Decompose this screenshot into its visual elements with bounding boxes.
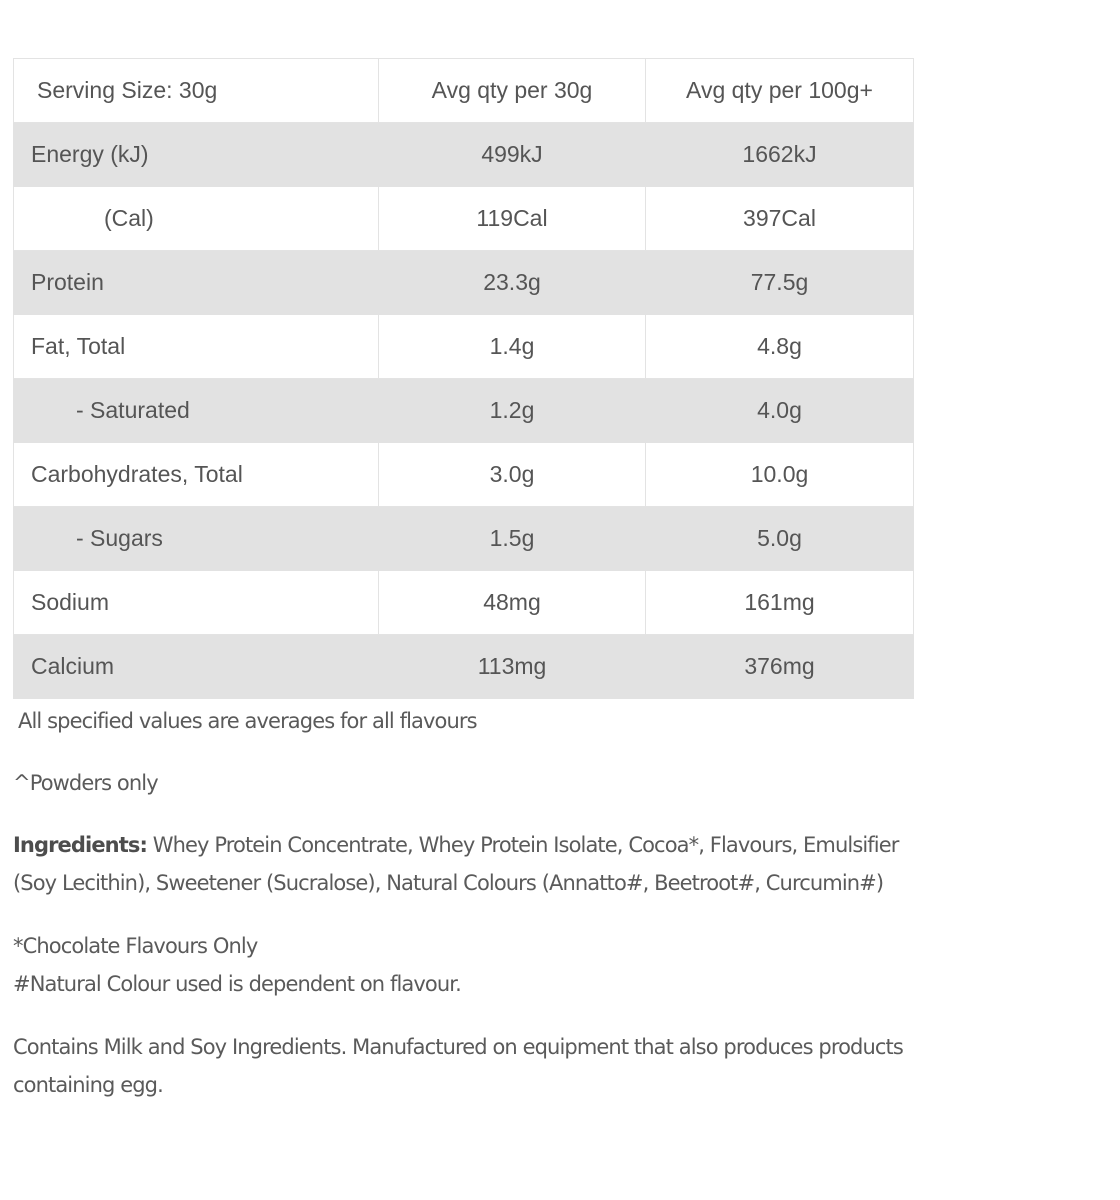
header-serving-size: Serving Size: 30g (14, 59, 379, 123)
table-row-fat-total (14, 315, 914, 379)
header-per-serving: Avg qty per 30g (379, 59, 646, 123)
row-label: Energy (kJ) (14, 123, 379, 187)
row-per-serving: 119Cal (379, 187, 646, 251)
row-label: Fat, Total (14, 315, 379, 379)
row-label: (Cal) (14, 187, 379, 251)
row-per-100g: 77.5g (646, 251, 914, 315)
row-per-serving: 3.0g (379, 443, 646, 507)
table-row-energy (14, 123, 914, 187)
ingredients-text: Whey Protein Concentrate, Whey Protein Isolate, Cocoa*, Flavours, Emulsifier (Soy Lecithin), Sweetener (Sucralose), Natural Colours (Annatto#, Beetroot#, Curcumin#) (13, 833, 899, 895)
ingredients-paragraph (13, 826, 913, 902)
averages-note: All specified values are averages for all flavours (18, 709, 477, 733)
table-header-row (14, 59, 914, 123)
powders-only-note: ^Powders only (13, 771, 158, 795)
row-label: Protein (14, 251, 379, 315)
row-label: - Saturated (14, 379, 379, 443)
row-per-serving: 499kJ (379, 123, 646, 187)
row-per-100g: 1662kJ (646, 123, 914, 187)
table-row-saturated (14, 379, 914, 443)
row-per-100g: 10.0g (646, 443, 914, 507)
row-per-100g: 5.0g (646, 507, 914, 571)
row-per-serving: 113mg (379, 635, 646, 699)
row-per-100g: 4.0g (646, 379, 914, 443)
row-per-serving: 23.3g (379, 251, 646, 315)
row-per-serving: 48mg (379, 571, 646, 635)
row-per-serving: 1.5g (379, 507, 646, 571)
flavour-notes (13, 927, 913, 1003)
allergen-note: Contains Milk and Soy Ingredients. Manufactured on equipment that also produces products containing egg. (13, 1035, 903, 1097)
row-label: Sodium (14, 571, 379, 635)
row-per-100g: 4.8g (646, 315, 914, 379)
row-per-100g: 376mg (646, 635, 914, 699)
chocolate-only-note: *Chocolate Flavours Only (13, 934, 258, 958)
row-label: Calcium (14, 635, 379, 699)
natural-colour-note: #Natural Colour used is dependent on flavour. (13, 972, 461, 996)
product-notes (13, 702, 913, 1104)
nutrition-table (13, 58, 914, 699)
ingredients-label: Ingredients: (13, 833, 147, 857)
row-per-100g: 397Cal (646, 187, 914, 251)
row-per-serving: 1.2g (379, 379, 646, 443)
table-row-protein (14, 251, 914, 315)
table-row-calcium (14, 635, 914, 699)
table-row-sodium (14, 571, 914, 635)
table-row-carbohydrates (14, 443, 914, 507)
header-per-100g: Avg qty per 100g+ (646, 59, 914, 123)
table-row-calories (14, 187, 914, 251)
row-label: Carbohydrates, Total (14, 443, 379, 507)
row-per-100g: 161mg (646, 571, 914, 635)
row-label: - Sugars (14, 507, 379, 571)
row-per-serving: 1.4g (379, 315, 646, 379)
table-row-sugars (14, 507, 914, 571)
